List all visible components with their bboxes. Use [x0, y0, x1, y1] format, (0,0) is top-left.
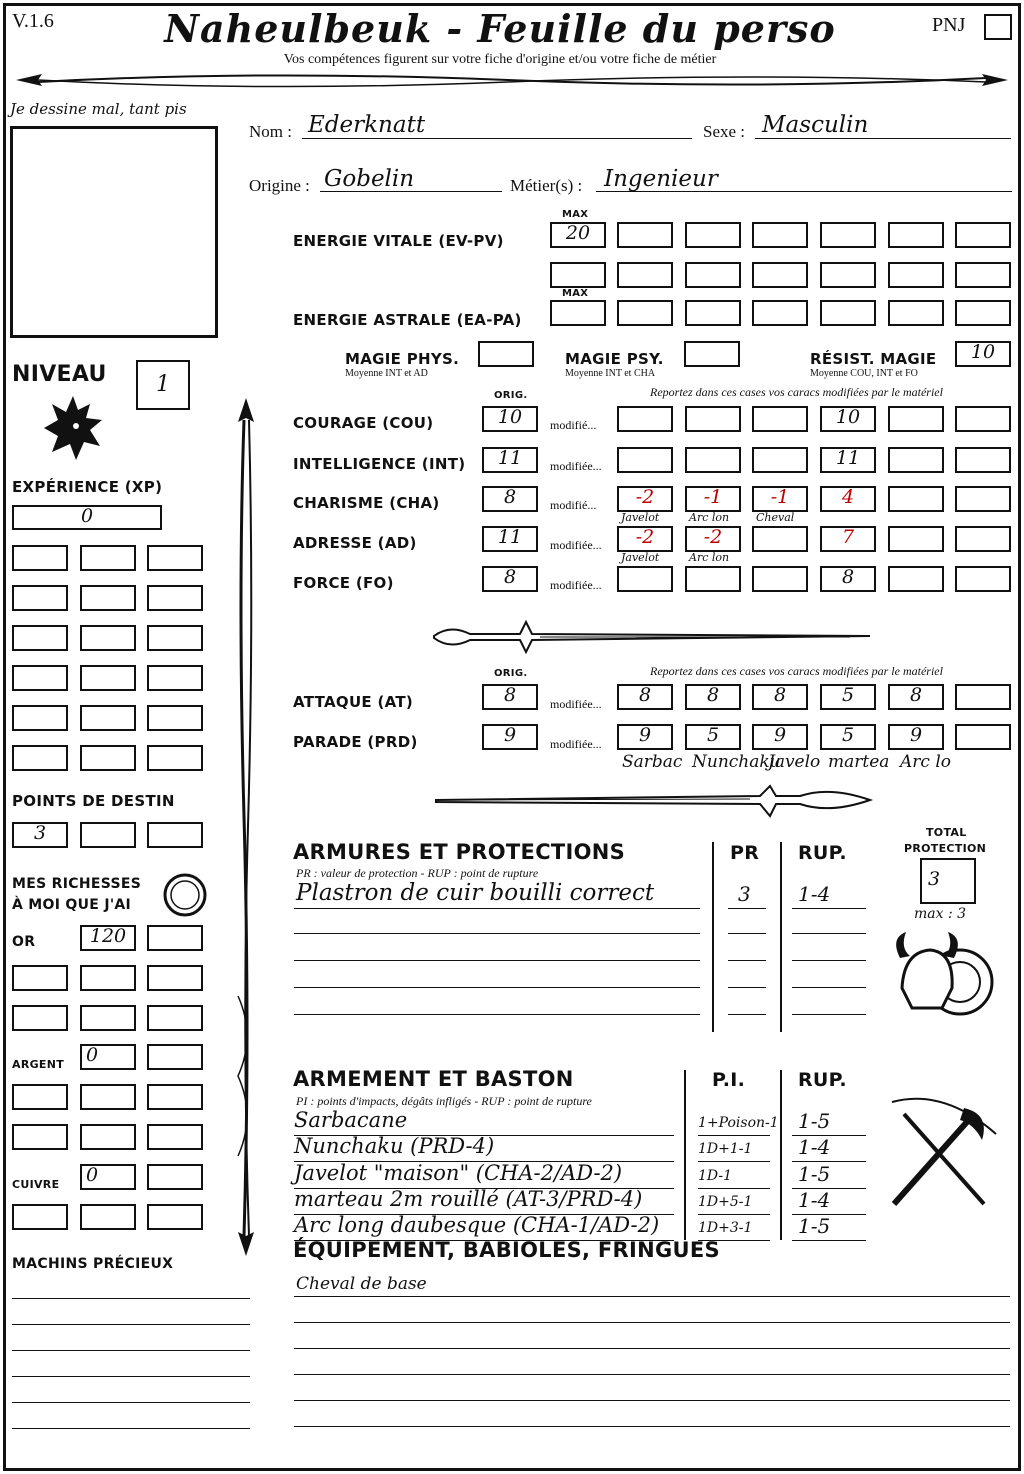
money-box-3-2[interactable] [80, 1084, 136, 1110]
argent-box-2[interactable] [147, 1044, 203, 1070]
carac-mod-label: modifié... [550, 418, 597, 432]
xp-box-3-1[interactable] [12, 625, 68, 651]
nom-field[interactable]: Ederknatt [308, 112, 426, 138]
origine-label: Origine : [249, 176, 310, 195]
weapons-divider-2 [780, 1070, 782, 1240]
weapons-pi-label: P.I. [712, 1069, 746, 1091]
carac-mod-box[interactable] [820, 406, 876, 432]
metier-label: Métier(s) : [510, 176, 583, 195]
money-box-3-1[interactable] [12, 1084, 68, 1110]
carac-mod-box[interactable] [820, 526, 876, 552]
ev-box-1[interactable] [617, 222, 673, 248]
sword-icon-2 [430, 778, 878, 824]
carac-mod-box[interactable] [888, 566, 944, 592]
magie-psy-box[interactable] [684, 341, 740, 367]
helmet-shield-icon [890, 928, 1000, 1028]
carac-mod-box-value: -2 [635, 486, 655, 508]
xp-box-6-1[interactable] [12, 745, 68, 771]
money-box-4-3[interactable] [147, 1124, 203, 1150]
ea-box-4[interactable] [820, 300, 876, 326]
armor-note: PR : valeur de protection - RUP : point de rupture [296, 866, 539, 880]
ev-max-label: MAX [562, 209, 589, 220]
xp-box-4-3[interactable] [147, 665, 203, 691]
dragon-icon [40, 390, 106, 466]
money-box-5-3[interactable] [147, 1204, 203, 1230]
at-mod-box-value: 8 [638, 684, 652, 706]
armor-line[interactable] [294, 1014, 700, 1015]
sword-icon [430, 614, 878, 660]
money-box-3-3[interactable] [147, 1084, 203, 1110]
carac-mod-box[interactable] [955, 406, 1011, 432]
weapon-name-label: Sarbac [622, 752, 683, 772]
ev-label: ENERGIE VITALE (EV-PV) [293, 232, 504, 250]
xp-box-4-1[interactable] [12, 665, 68, 691]
carac-mod-box-value: 8 [841, 566, 855, 588]
equipment-line[interactable] [294, 1400, 1010, 1401]
total-protection-label-1: TOTAL [926, 826, 967, 839]
carac-orig-box-value: 8 [503, 486, 517, 508]
prd-mod-box-value: 9 [773, 724, 787, 746]
prd-mod-box[interactable] [888, 724, 944, 750]
carac-mod-box[interactable] [685, 566, 741, 592]
weapon-pi-line[interactable] [698, 1161, 770, 1162]
or-box-2[interactable] [147, 925, 203, 951]
at-mod-box[interactable] [752, 684, 808, 710]
weapon-rup[interactable]: 1-4 [798, 1188, 831, 1212]
or-value: 120 [89, 925, 127, 947]
magie-phys-sub: Moyenne INT et AD [345, 368, 428, 379]
ev-box-5[interactable] [888, 222, 944, 248]
carac-orig-box[interactable] [482, 406, 538, 432]
carac-mod-box[interactable] [888, 447, 944, 473]
carac-mod-box[interactable] [820, 447, 876, 473]
carac-mod-box[interactable] [888, 526, 944, 552]
carac-mod-box-value: -1 [770, 486, 790, 508]
carac-mod-box[interactable] [752, 566, 808, 592]
weapon-pi[interactable]: 1D+1-1 [698, 1141, 753, 1157]
carac-orig-box[interactable] [482, 447, 538, 473]
carac-report-note: Reportez dans ces cases vos caracs modifiées par le matériel [650, 385, 943, 399]
destin-box-1[interactable]: 3 [12, 822, 68, 848]
weapon-pi-line[interactable] [698, 1188, 770, 1189]
at-mod-box-value: 5 [841, 684, 855, 706]
carac-mod-box[interactable] [752, 486, 808, 512]
carac-label: CHARISME (CHA) [293, 494, 440, 512]
carac-mod-label: modifiée... [550, 459, 602, 473]
carac-mod-box[interactable] [685, 447, 741, 473]
at-mod-box[interactable] [888, 684, 944, 710]
cuivre-value: 0 [86, 1164, 99, 1186]
destin-label: POINTS DE DESTIN [12, 792, 175, 810]
argent-value: 0 [86, 1044, 99, 1066]
armor-rup-line[interactable] [792, 987, 866, 988]
carac-mod-box[interactable] [888, 406, 944, 432]
precious-line[interactable] [12, 1376, 250, 1377]
carac-orig-box[interactable] [482, 566, 538, 592]
armor-line[interactable] [294, 933, 700, 934]
prd-mod-box[interactable] [820, 724, 876, 750]
carac-mod-note: Cheval [756, 511, 795, 524]
xp-box-5-1[interactable] [12, 705, 68, 731]
precious-line[interactable] [12, 1428, 250, 1429]
carac-mod-box[interactable] [752, 526, 808, 552]
magie-phys-box[interactable] [478, 341, 534, 367]
metier-field[interactable]: Ingenieur [604, 166, 718, 192]
portrait-caption: Je dessine mal, tant pis [10, 100, 187, 118]
carac-mod-box[interactable] [685, 486, 741, 512]
total-protection-label-2: PROTECTION [904, 842, 987, 855]
carac-mod-box[interactable] [685, 406, 741, 432]
ev-box-row2-1[interactable] [550, 262, 606, 288]
armor-line[interactable] [294, 908, 700, 909]
carac-mod-box-value: 10 [835, 406, 861, 428]
at-mod-box[interactable] [820, 684, 876, 710]
nom-label: Nom : [249, 122, 292, 141]
ev-max-box[interactable] [550, 222, 606, 248]
weapon-rup[interactable]: 1-4 [798, 1135, 831, 1159]
argent-label: ARGENT [12, 1058, 65, 1071]
carac-label: COURAGE (COU) [293, 414, 434, 432]
weapon-rup[interactable]: 1-5 [798, 1162, 831, 1186]
weapon-name-label: Nunchaku [692, 752, 781, 772]
weapon-name[interactable]: Javelot "maison" (CHA-2/AD-2) [294, 1161, 623, 1185]
prd-orig-box-value: 9 [503, 724, 517, 746]
pnj-checkbox[interactable] [984, 14, 1012, 40]
equipment-line[interactable] [294, 1348, 1010, 1349]
at-mod-label: modifiée... [550, 697, 602, 711]
xp-box-4-2[interactable] [80, 665, 136, 691]
xp-box-6-3[interactable] [147, 745, 203, 771]
armor-line[interactable] [294, 960, 700, 961]
sexe-label: Sexe : [703, 122, 746, 141]
armor-line[interactable] [294, 987, 700, 988]
armor-pr-line[interactable] [728, 908, 766, 909]
prd-mod-box-value: 5 [841, 724, 855, 746]
xp-box-2-3[interactable] [147, 585, 203, 611]
carac-mod-box-value: -2 [703, 526, 723, 548]
weapon-name-label: Arc lo [900, 752, 951, 772]
carac-mod-box[interactable] [685, 526, 741, 552]
magie-psy-label: MAGIE PSY. [565, 350, 664, 368]
money-box-2-3[interactable] [147, 1005, 203, 1031]
total-protection-value: 3 [928, 868, 941, 890]
carac-mod-box[interactable] [617, 566, 673, 592]
weapon-pi-line[interactable] [698, 1135, 770, 1136]
weapon-name[interactable]: Sarbacane [294, 1108, 408, 1132]
weapon-name[interactable]: Nunchaku (PRD-4) [294, 1134, 495, 1158]
xp-box-6-2[interactable] [80, 745, 136, 771]
niveau-value: 1 [156, 372, 170, 397]
total-protection-max: max : 3 [914, 906, 967, 922]
carac-mod-box[interactable] [617, 526, 673, 552]
at-orig-box[interactable] [482, 684, 538, 710]
carac-label: INTELLIGENCE (INT) [293, 455, 466, 473]
equipment-title: ÉQUIPEMENT, BABIOLES, FRINGUES [293, 1238, 720, 1262]
portrait-box[interactable] [10, 126, 218, 338]
xp-box-3-2[interactable] [80, 625, 136, 651]
armor-pr-line[interactable] [728, 987, 766, 988]
precious-line[interactable] [12, 1350, 250, 1351]
armor-pr[interactable]: 3 [738, 882, 751, 906]
magie-psy-sub: Moyenne INT et CHA [565, 368, 656, 379]
at-mod-box[interactable] [617, 684, 673, 710]
ea-box-3[interactable] [752, 300, 808, 326]
carac-mod-label: modifié... [550, 498, 597, 512]
xp-box[interactable] [12, 505, 162, 530]
weapon-name[interactable]: marteau 2m rouillé (AT-3/PRD-4) [294, 1187, 643, 1211]
carac-mod-box[interactable] [752, 406, 808, 432]
resist-magie-box[interactable] [955, 341, 1011, 367]
carac-orig-box-value: 11 [497, 526, 523, 548]
or-label: OR [12, 934, 36, 950]
equipment-item[interactable]: Cheval de base [296, 1274, 427, 1294]
ev-box-row2-2[interactable] [617, 262, 673, 288]
money-box-5-1[interactable] [12, 1204, 68, 1230]
xp-box-5-3[interactable] [147, 705, 203, 731]
money-box-2-2[interactable] [80, 1005, 136, 1031]
weapon-pi[interactable]: 1D+3-1 [698, 1220, 753, 1236]
xp-box-2-2[interactable] [80, 585, 136, 611]
armor-rup-line[interactable] [792, 960, 866, 961]
prd-orig-box[interactable] [482, 724, 538, 750]
carac-mod-box[interactable] [617, 406, 673, 432]
carac-orig-box[interactable] [482, 526, 538, 552]
money-box-5-2[interactable] [80, 1204, 136, 1230]
xp-box-5-2[interactable] [80, 705, 136, 731]
total-protection-box[interactable] [920, 858, 976, 904]
combat-orig-label: ORIG. [494, 668, 528, 679]
carac-orig-label: ORIG. [494, 390, 528, 401]
weapon-pi[interactable]: 1D-1 [698, 1168, 733, 1184]
carac-mod-box[interactable] [820, 566, 876, 592]
combat-report-note: Reportez dans ces cases vos caracs modifiées par le matériel [650, 664, 943, 678]
at-mod-box-value: 8 [706, 684, 720, 706]
prd-mod-box[interactable] [955, 724, 1011, 750]
carac-mod-note: Arc lon [689, 551, 730, 564]
prd-mod-box-value: 9 [909, 724, 923, 746]
spear-divider-icon [8, 66, 1016, 96]
carac-mod-note: Javelot [621, 511, 660, 524]
page-subtitle: Vos compétences figurent sur votre fiche d'origine et/ou votre fiche de métier [283, 52, 717, 67]
weapons-note: PI : points d'impacts, dégâts infligés - RUP : point de rupture [296, 1094, 592, 1108]
cuivre-box[interactable] [80, 1164, 136, 1190]
carac-mod-box[interactable] [955, 447, 1011, 473]
ev-box-2[interactable] [685, 222, 741, 248]
prd-mod-box-value: 9 [638, 724, 652, 746]
ev-box-row2-6[interactable] [888, 262, 944, 288]
prd-mod-box[interactable] [617, 724, 673, 750]
money-box-1-2[interactable] [80, 965, 136, 991]
weapons-divider-1 [684, 1070, 686, 1240]
ea-max-label: MAX [562, 288, 589, 299]
money-box-4-2[interactable] [80, 1124, 136, 1150]
carac-mod-box-value: 7 [841, 526, 855, 548]
weapons-rup-label: RUP. [798, 1069, 847, 1091]
money-box-4-1[interactable] [12, 1124, 68, 1150]
carac-mod-box[interactable] [955, 486, 1011, 512]
resist-magie-sub: Moyenne COU, INT et FO [810, 368, 918, 379]
carac-mod-label: modifiée... [550, 578, 602, 592]
carac-mod-note: Arc lon [689, 511, 730, 524]
ev-max-value: 20 [565, 222, 591, 244]
carac-mod-box[interactable] [955, 566, 1011, 592]
money-box-2-1[interactable] [12, 1005, 68, 1031]
armor-pr-line[interactable] [728, 1014, 766, 1015]
or-box[interactable] [80, 925, 136, 951]
weapon-pi[interactable]: 1D+5-1 [698, 1194, 753, 1210]
ev-box-4[interactable] [820, 222, 876, 248]
resist-magie-label: RÉSIST. MAGIE [810, 350, 937, 368]
version-label: V.1.6 [12, 10, 54, 32]
prd-mod-box[interactable] [685, 724, 741, 750]
ea-box-2[interactable] [685, 300, 741, 326]
at-mod-box-value: 8 [773, 684, 787, 706]
weapon-rup[interactable]: 1-5 [798, 1109, 831, 1133]
ev-box-row2-7[interactable] [955, 262, 1011, 288]
niveau-label: NIVEAU [12, 362, 107, 387]
coin-icon [162, 872, 208, 918]
spear-icon [228, 396, 264, 1258]
ea-box-1[interactable] [617, 300, 673, 326]
armor-rup-line[interactable] [792, 908, 866, 909]
cuivre-box-2[interactable] [147, 1164, 203, 1190]
ea-label: ENERGIE ASTRALE (EA-PA) [293, 311, 522, 329]
at-orig-box-value: 8 [503, 684, 517, 706]
page-title: Naheulbeuk - Feuille du perso [164, 6, 836, 51]
richesses-label-1: MES RICHESSES [12, 876, 142, 892]
armor-title: ARMURES ET PROTECTIONS [293, 840, 626, 864]
origine-field[interactable]: Gobelin [324, 166, 415, 192]
weapons-title: ARMEMENT ET BASTON [293, 1067, 574, 1091]
weapon-rup-line[interactable] [792, 1240, 866, 1241]
carac-mod-box-value: 11 [835, 447, 861, 469]
precious-line[interactable] [12, 1402, 250, 1403]
armor-pr-line[interactable] [728, 960, 766, 961]
carac-mod-box-value: -2 [635, 526, 655, 548]
carac-mod-box-value: 4 [841, 486, 855, 508]
armor-name[interactable]: Plastron de cuir bouilli correct [296, 880, 655, 906]
carac-mod-box[interactable] [752, 447, 808, 473]
ev-box-row2-3[interactable] [685, 262, 741, 288]
destin-box-2[interactable] [80, 822, 136, 848]
xp-value: 0 [80, 505, 94, 527]
sexe-field[interactable]: Masculin [762, 112, 869, 138]
weapon-pi-line[interactable] [698, 1240, 770, 1241]
xp-box-1-3[interactable] [147, 545, 203, 571]
armor-rup-line[interactable] [792, 1014, 866, 1015]
xp-label: EXPÉRIENCE (XP) [12, 478, 163, 496]
at-mod-box[interactable] [685, 684, 741, 710]
carac-mod-label: modifiée... [550, 538, 602, 552]
equipment-line[interactable] [294, 1374, 1010, 1375]
magie-phys-label: MAGIE PHYS. [345, 350, 460, 368]
carac-mod-box[interactable] [820, 486, 876, 512]
xp-box-3-3[interactable] [147, 625, 203, 651]
precious-line[interactable] [12, 1324, 250, 1325]
carac-mod-box[interactable] [888, 486, 944, 512]
cuivre-label: CUIVRE [12, 1178, 60, 1191]
armor-pr-line[interactable] [728, 933, 766, 934]
at-mod-box-value: 8 [909, 684, 923, 706]
carac-label: ADRESSE (AD) [293, 534, 417, 552]
armor-rup[interactable]: 1-4 [798, 882, 831, 906]
weapon-pi[interactable]: 1+Poison-1 [698, 1115, 779, 1131]
prd-mod-label: modifiée... [550, 737, 602, 751]
xp-box-1-1[interactable] [12, 545, 68, 571]
weapon-rup[interactable]: 1-5 [798, 1214, 831, 1238]
ev-box-row2-4[interactable] [752, 262, 808, 288]
ea-box-6[interactable] [955, 300, 1011, 326]
armor-pr-label: PR [730, 842, 760, 864]
carac-orig-box-value: 10 [497, 406, 523, 428]
xp-box-1-2[interactable] [80, 545, 136, 571]
niveau-box[interactable] [136, 360, 190, 410]
armor-divider-1 [712, 842, 714, 1032]
weapon-line[interactable] [294, 1240, 674, 1241]
resist-magie-value: 10 [970, 341, 996, 363]
prd-label: PARADE (PRD) [293, 733, 418, 751]
carac-mod-box-value: -1 [703, 486, 723, 508]
precious-line[interactable] [12, 1298, 250, 1299]
armor-rup-label: RUP. [798, 842, 847, 864]
weapon-name[interactable]: Arc long daubesque (CHA-1/AD-2) [294, 1213, 660, 1237]
armor-divider-2 [780, 842, 782, 1032]
ev-box-6[interactable] [955, 222, 1011, 248]
weapon-name-label: martea [828, 752, 890, 772]
prd-mod-box[interactable] [752, 724, 808, 750]
destin-box-3[interactable] [147, 822, 203, 848]
ev-box-3[interactable] [752, 222, 808, 248]
carac-label: FORCE (FO) [293, 574, 394, 592]
pnj-label: PNJ [932, 14, 966, 36]
richesses-label-2: À MOI QUE J'AI [12, 897, 132, 913]
ev-box-row2-5[interactable] [820, 262, 876, 288]
equipment-line[interactable] [294, 1322, 1010, 1323]
carac-mod-box[interactable] [617, 486, 673, 512]
carac-mod-box[interactable] [955, 526, 1011, 552]
carac-mod-note: Javelot [621, 551, 660, 564]
carac-orig-box[interactable] [482, 486, 538, 512]
ea-box-5[interactable] [888, 300, 944, 326]
crossed-weapons-icon [884, 1094, 1000, 1214]
money-box-1-1[interactable] [12, 965, 68, 991]
carac-orig-box-value: 11 [497, 447, 523, 469]
money-box-1-3[interactable] [147, 965, 203, 991]
weapon-name-label: Javelo [768, 752, 821, 772]
at-mod-box[interactable] [955, 684, 1011, 710]
machins-precieux-label: MACHINS PRÉCIEUX [12, 1256, 174, 1272]
equipment-line[interactable] [294, 1426, 1010, 1427]
xp-box-2-1[interactable] [12, 585, 68, 611]
prd-mod-box-value: 5 [706, 724, 720, 746]
argent-box[interactable] [80, 1044, 136, 1070]
ea-max-box[interactable] [550, 300, 606, 326]
at-label: ATTAQUE (AT) [293, 693, 414, 711]
carac-mod-box[interactable] [617, 447, 673, 473]
carac-orig-box-value: 8 [503, 566, 517, 588]
armor-rup-line[interactable] [792, 933, 866, 934]
equipment-line[interactable] [294, 1296, 1010, 1297]
weapon-pi-line[interactable] [698, 1214, 770, 1215]
